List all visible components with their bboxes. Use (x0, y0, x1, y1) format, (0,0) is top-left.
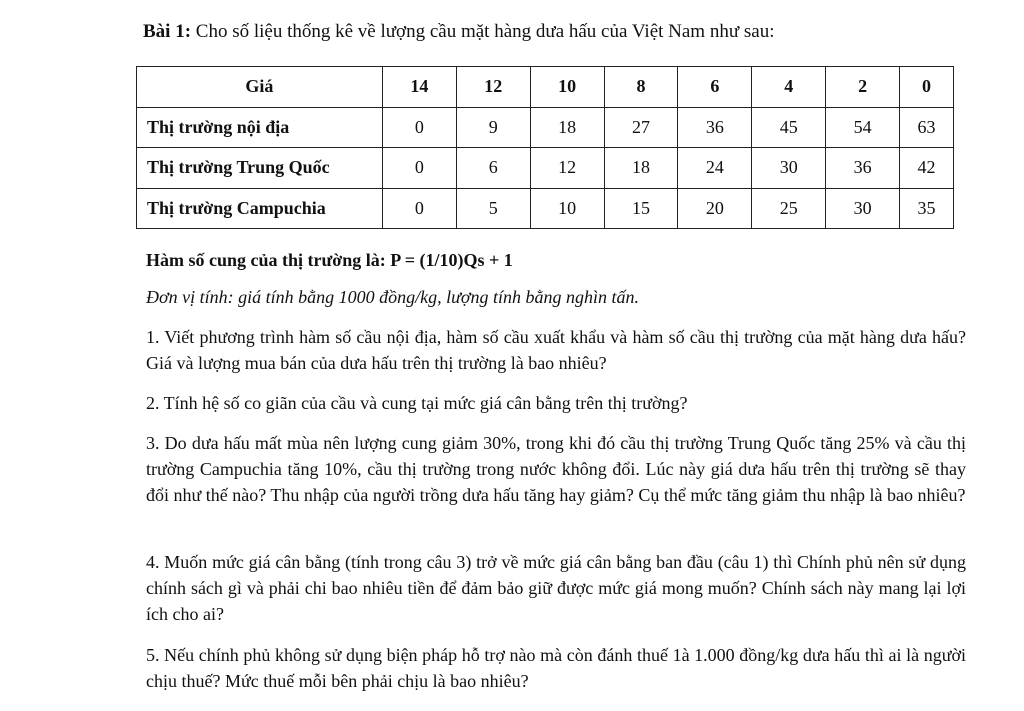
question-5: 5. Nếu chính phủ không sử dụng biện pháp hỗ trợ nào mà còn đánh thuế 1à 1.000 đồng/kg dưa hấu thì ai là người chịu thuế? Mức thuế mỗi bên phải chịu là bao nhiêu? (146, 645, 966, 691)
quantity-cell: 54 (826, 107, 900, 148)
market-label: Thị trường nội địa (137, 107, 383, 148)
quantity-cell: 63 (900, 107, 954, 148)
question-1: 1. Viết phương trình hàm số cầu nội địa, hàm số cầu xuất khẩu và hàm số cầu thị trường của mặt hàng dưa hấu? Giá và lượng mua bán của dưa hấu trên thị trường là bao nhiêu? (146, 327, 966, 373)
exercise-title (143, 20, 775, 44)
quantity-cell: 6 (456, 148, 530, 189)
quantity-cell: 15 (604, 188, 678, 229)
quantity-cell: 9 (456, 107, 530, 148)
price-cell: 12 (456, 67, 530, 108)
table-row (137, 107, 954, 148)
quantity-cell: 0 (382, 148, 456, 189)
quantity-cell: 25 (752, 188, 826, 229)
question-3: 3. Do dưa hấu mất mùa nên lượng cung giảm 30%, trong khi đó cầu thị trường Trung Quốc tăng 25% và cầu thị trường Campuchia tăng 10%, cầu thị trường trong nước không đổi. Lúc này giá dưa hấu trên thị trường sẽ thay đổi như thế nào? Thu nhập của người trồng dưa hấu tăng hay giảm? Cụ thể mức tăng giảm thu nhập là bao nhiêu? (146, 433, 966, 505)
demand-table (136, 66, 954, 229)
price-cell: 8 (604, 67, 678, 108)
quantity-cell: 10 (530, 188, 604, 229)
price-header-cell: Giá (137, 67, 383, 108)
question-2: 2. Tính hệ số co giãn của cầu và cung tại mức giá cân bằng trên thị trường? (146, 393, 688, 413)
price-cell: 10 (530, 67, 604, 108)
quantity-cell: 12 (530, 148, 604, 189)
table-header-row (137, 67, 954, 108)
price-cell: 2 (826, 67, 900, 108)
market-label: Thị trường Campuchia (137, 188, 383, 229)
table-row (137, 148, 954, 189)
price-cell: 14 (382, 67, 456, 108)
quantity-cell: 30 (826, 188, 900, 229)
quantity-cell: 27 (604, 107, 678, 148)
quantity-cell: 5 (456, 188, 530, 229)
market-label: Thị trường Trung Quốc (137, 148, 383, 189)
quantity-cell: 42 (900, 148, 954, 189)
exercise-intro: Cho số liệu thống kê về lượng cầu mặt hàng dưa hấu của Việt Nam như sau: (191, 21, 775, 42)
question-4: 4. Muốn mức giá cân bằng (tính trong câu 3) trở về mức giá cân bằng ban đầu (câu 1) thì Chính phủ nên sử dụng chính sách gì và phải chi bao nhiêu tiền để đảm bảo giữ được mức giá mong muốn? Chính sách này mang lại lợi ích cho ai? (146, 552, 966, 624)
price-cell: 6 (678, 67, 752, 108)
quantity-cell: 36 (826, 148, 900, 189)
price-cell: 4 (752, 67, 826, 108)
quantity-cell: 36 (678, 107, 752, 148)
quantity-cell: 45 (752, 107, 826, 148)
quantity-cell: 0 (382, 107, 456, 148)
quantity-cell: 18 (530, 107, 604, 148)
exercise-number: Bài 1: (143, 21, 192, 42)
quantity-cell: 30 (752, 148, 826, 189)
unit-note: Đơn vị tính: giá tính bằng 1000 đồng/kg, lượng tính bằng nghìn tấn. (146, 287, 640, 307)
quantity-cell: 0 (382, 188, 456, 229)
table-row (137, 188, 954, 229)
quantity-cell: 24 (678, 148, 752, 189)
price-cell: 0 (900, 67, 954, 108)
supply-function: Hàm số cung của thị trường là: P = (1/10)Qs + 1 (146, 250, 513, 270)
quantity-cell: 20 (678, 188, 752, 229)
quantity-cell: 18 (604, 148, 678, 189)
quantity-cell: 35 (900, 188, 954, 229)
